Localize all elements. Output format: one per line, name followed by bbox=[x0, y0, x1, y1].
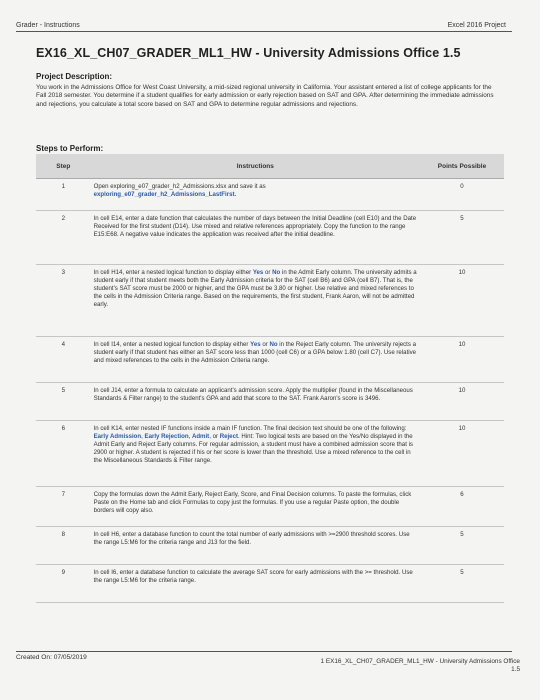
highlight-yes: Yes bbox=[252, 269, 264, 276]
instruction-text: in the Reject Early column. The university rejects a student early if that student has either an SAT score less than 1000 (cell C6) or a GPA below 1.80 (cell C7). Use relative and mixed references to the cells in the Admission Criteria range. bbox=[93, 341, 417, 364]
step-instructions: In cell E14, enter a date function that calculates the number of days between the Initial Deadline (cell E10) and the Date Received for the first student (D14). Use mixed and relative references appropriately. Copy the function to the range E15:E68. A negative value indicates the application was received after the initial deadline. bbox=[91, 211, 420, 265]
step-instructions: In cell I6, enter a database function to calculate the average SAT score for early admissions with the >= threshold. Use the range L5:M6 for the criteria range. bbox=[91, 565, 420, 603]
instruction-text: . Hint: Two logical tests are based on the Yes/No displayed in the Admit Early and Reject Early columns. For regular admission, a student must have a combined admission score that is 2900 or higher. A student is rejected if his or her score is lower than the threshold. Use a mixed reference to the cell in the Miscellaneous Standards & Filter range. bbox=[93, 432, 413, 464]
table-header-row bbox=[36, 154, 504, 179]
table-row bbox=[36, 383, 504, 421]
step-points: 5 bbox=[420, 211, 504, 265]
separator: , bbox=[141, 432, 145, 440]
highlight-yes: Yes bbox=[250, 341, 261, 348]
step-number: 8 bbox=[36, 527, 91, 565]
header-right: Excel 2016 Project bbox=[447, 22, 506, 29]
table-row bbox=[36, 565, 504, 603]
steps-label: Steps to Perform: bbox=[36, 144, 104, 153]
step-instructions bbox=[91, 179, 420, 211]
step-number: 5 bbox=[36, 383, 91, 421]
step-instructions bbox=[91, 265, 420, 337]
instruction-text: Open exploring_e07_grader_h2_Admissions.xlsx and save it as bbox=[93, 183, 266, 190]
header-step: Step bbox=[36, 154, 91, 179]
step-instructions: Copy the formulas down the Admit Early, Reject Early, Score, and Final Decision columns. To paste the formulas, click Paste on the Home tab and click Formulas to copy just the formulas. If you use a regular Paste option, the double borders will copy also. bbox=[91, 487, 420, 527]
step-points: 5 bbox=[420, 565, 504, 603]
table-row bbox=[36, 487, 504, 527]
option-early-admission: Early Admission bbox=[93, 432, 142, 440]
footer-doc-info bbox=[256, 658, 520, 675]
header-rule bbox=[16, 31, 512, 32]
table-row bbox=[36, 527, 504, 565]
steps-table bbox=[36, 154, 504, 603]
table-row bbox=[36, 421, 504, 487]
step-points: 10 bbox=[420, 337, 504, 383]
instruction-text: In cell K14, enter nested IF functions inside a main IF function. The final decision text should be one of the following: bbox=[93, 425, 407, 432]
step-number: 3 bbox=[36, 265, 91, 337]
table-row bbox=[36, 265, 504, 337]
header-left: Grader - Instructions bbox=[16, 22, 80, 29]
step-points: 6 bbox=[420, 487, 504, 527]
footer-doc-name: EX16_XL_CH07_GRADER_ML1_HW - University Admissions Office bbox=[325, 658, 520, 665]
separator: , bbox=[188, 432, 192, 440]
header-instructions: Instructions bbox=[91, 154, 420, 179]
file-name: exploring_e07_grader_h2_Admissions_LastFirst. bbox=[93, 190, 237, 198]
project-description-text: You work in the Admissions Office for West Coast University, a mid-sized regional university in California. Your assistant entered a list of college applicants for the Fall 2018 semester. You determine if a student qualifies for early admission or early rejection based on SAT and GPA. After determining the immediate admissions and rejections, you calculate a total score based on SAT and GPA to determine regular admissions and rejections. bbox=[36, 84, 494, 108]
step-points: 5 bbox=[420, 527, 504, 565]
header-points: Points Possible bbox=[420, 154, 504, 179]
highlight-no: No bbox=[272, 269, 281, 276]
document-title: EX16_XL_CH07_GRADER_ML1_HW - University Admissions Office 1.5 bbox=[36, 46, 461, 60]
instruction-text: or bbox=[263, 269, 273, 276]
step-instructions bbox=[91, 337, 420, 383]
step-number: 4 bbox=[36, 337, 91, 383]
option-admit: Admit bbox=[191, 432, 210, 440]
project-description-label: Project Description: bbox=[36, 72, 113, 81]
option-reject: Reject bbox=[219, 432, 238, 440]
separator: , or bbox=[209, 432, 220, 440]
instruction-text: in the Admit Early column. The university admits a student early if that student meets both the Early Admission criteria for the SAT (cell B6) and GPA (cell B7). That is, the student's SAT score must be 2000 or higher, and the GPA must be 3.80 or higher. Use relative and mixed references to the cells in the Admission Criteria range. Based on the requirements, the first student, Frank Aaron, will not be admitted early. bbox=[93, 269, 417, 308]
step-points: 10 bbox=[420, 383, 504, 421]
footer-page-number: 1 bbox=[320, 658, 325, 665]
table-row bbox=[36, 211, 504, 265]
step-instructions: In cell J14, enter a formula to calculate an applicant's admission score. Apply the multiplier (found in the Miscellaneous Standards & Filter range) to the student's GPA and add that score to the SAT. Frank Aaron's score is 3496. bbox=[91, 383, 420, 421]
step-number: 6 bbox=[36, 421, 91, 487]
option-early-rejection: Early Rejection bbox=[144, 432, 189, 440]
step-number: 2 bbox=[36, 211, 91, 265]
table-row bbox=[36, 337, 504, 383]
footer-version: 1.5 bbox=[511, 666, 520, 674]
instruction-text: or bbox=[260, 341, 270, 348]
step-points: 10 bbox=[420, 421, 504, 487]
highlight-no: No bbox=[269, 341, 278, 348]
footer-created: Created On: 07/05/2019 bbox=[16, 654, 87, 661]
step-number: 7 bbox=[36, 487, 91, 527]
instruction-text: In cell H14, enter a nested logical function to display either bbox=[93, 269, 253, 276]
step-points: 10 bbox=[420, 265, 504, 337]
step-instructions: In cell H6, enter a database function to count the total number of early admissions with >=2900 threshold scores. Use the range L5:M6 for the criteria range and J13 for the field. bbox=[91, 527, 420, 565]
step-instructions bbox=[91, 421, 420, 487]
step-number: 9 bbox=[36, 565, 91, 603]
footer-rule bbox=[16, 651, 512, 652]
table-row bbox=[36, 179, 504, 211]
step-points: 0 bbox=[420, 179, 504, 211]
instruction-text: In cell I14, enter a nested logical function to display either bbox=[93, 341, 251, 348]
step-number: 1 bbox=[36, 179, 91, 211]
